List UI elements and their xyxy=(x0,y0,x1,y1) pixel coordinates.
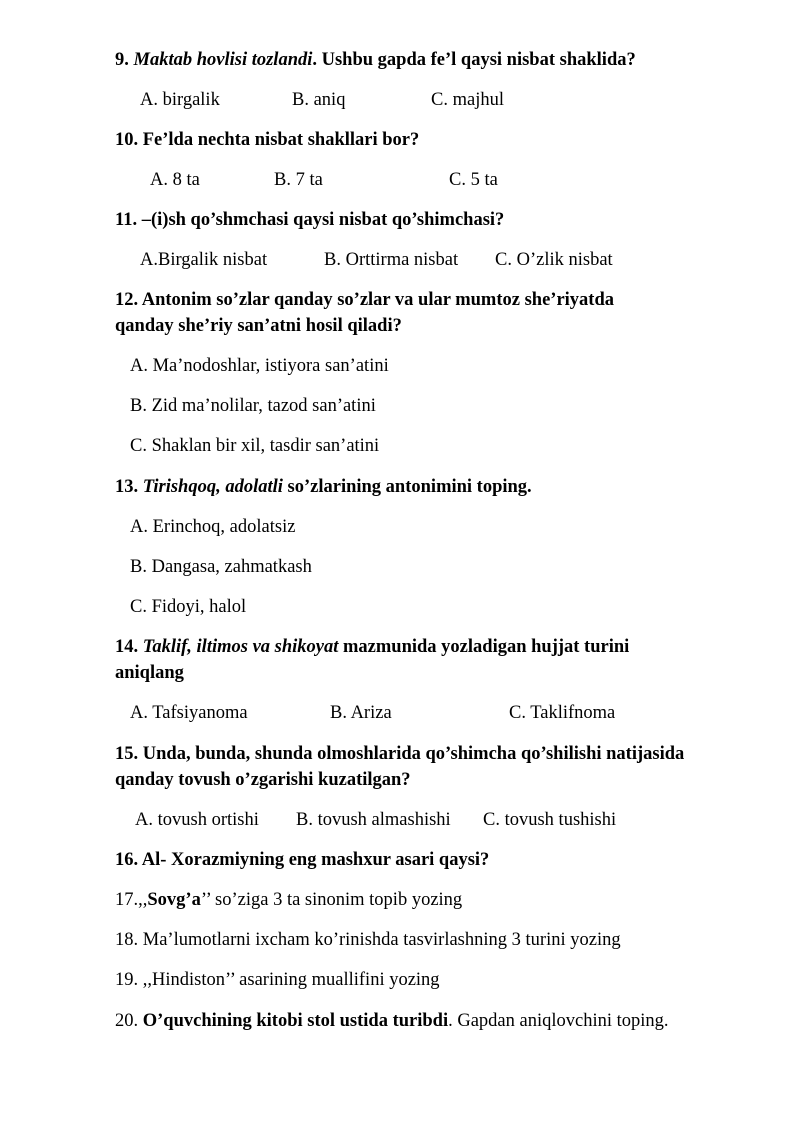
q13-option-c: C. Fidoyi, halol xyxy=(130,597,247,617)
question-9-text: . Ushbu gapda fe’l qaysi nisbat shaklida? xyxy=(312,50,636,70)
q10-option-b: B. 7 ta xyxy=(274,170,323,190)
question-12-line-2: qanday she’riy san’atni hosil qiladi? xyxy=(115,316,402,336)
question-14-number: 14. xyxy=(115,637,143,657)
question-9 xyxy=(115,48,750,72)
q10-option-c: C. 5 ta xyxy=(449,170,498,190)
q13-option-b: B. Dangasa, zahmatkash xyxy=(130,557,312,577)
question-13 xyxy=(115,475,750,499)
question-20-number: 20. xyxy=(115,1011,143,1031)
question-18: 18. Ma’lumotlarni ixcham ko’rinishda tasvirlashning 3 turini yozing xyxy=(115,930,621,950)
q15-option-b: B. tovush almashishi xyxy=(296,810,451,830)
question-17-text: ’’ so’ziga 3 ta sinonim topib yozing xyxy=(200,890,463,910)
q9-option-b: B. aniq xyxy=(292,90,346,110)
q12-option-b: B. Zid ma’nolilar, tazod san’atini xyxy=(130,396,376,416)
question-12-line-1: 12. Antonim so’zlar qanday so’zlar va ular mumtoz she’riyatda xyxy=(115,290,614,310)
q15-option-c: C. tovush tushishi xyxy=(483,810,617,830)
question-17 xyxy=(115,888,750,912)
q9-option-c: C. majhul xyxy=(431,90,504,110)
q14-option-a: A. Tafsiyanoma xyxy=(130,703,248,723)
question-17-number: 17.,, xyxy=(115,890,148,910)
question-11: 11. –(i)sh qo’shmchasi qaysi nisbat qo’shimchasi? xyxy=(115,210,505,230)
question-20-bold: O’quvchining kitobi stol ustida turibdi xyxy=(142,1011,449,1031)
question-14-italic: Taklif, iltimos va shikoyat xyxy=(142,637,339,657)
question-15-line-1: 15. Unda, bunda, shunda olmoshlarida qo’shimcha qo’shilishi natijasida xyxy=(115,744,685,764)
question-14-line-1 xyxy=(115,635,750,659)
question-10: 10. Fe’lda nechta nisbat shakllari bor? xyxy=(115,130,420,150)
question-15-line-2: qanday tovush o’zgarishi kuzatilgan? xyxy=(115,770,411,790)
q11-option-a: A.Birgalik nisbat xyxy=(140,250,268,270)
q13-option-a: A. Erinchoq, adolatsiz xyxy=(130,517,296,537)
question-13-number: 13. xyxy=(115,477,143,497)
question-14-line-2: aniqlang xyxy=(115,663,184,683)
question-9-italic: Maktab hovlisi tozlandi xyxy=(133,50,313,70)
q11-option-c: C. O’zlik nisbat xyxy=(495,250,613,270)
question-14-text: mazmunida yozladigan hujjat turini xyxy=(338,637,630,657)
q14-option-b: B. Ariza xyxy=(330,703,392,723)
question-20 xyxy=(115,1009,750,1033)
q12-option-a: A. Ma’nodoshlar, istiyora san’atini xyxy=(130,356,389,376)
q10-option-a: A. 8 ta xyxy=(150,170,200,190)
q9-option-a: A. birgalik xyxy=(140,90,220,110)
q11-option-b: B. Orttirma nisbat xyxy=(324,250,459,270)
q12-option-c: C. Shaklan bir xil, tasdir san’atini xyxy=(130,436,380,456)
question-13-text: so’zlarining antonimini toping. xyxy=(282,477,532,497)
question-13-italic: Tirishqoq, adolatli xyxy=(142,477,283,497)
q14-option-c: C. Taklifnoma xyxy=(509,703,616,723)
question-19: 19. ,,Hindiston’’ asarining muallifini yozing xyxy=(115,970,440,990)
q15-option-a: A. tovush ortishi xyxy=(135,810,259,830)
question-9-number: 9. xyxy=(115,50,129,70)
question-16: 16. Al- Xorazmiyning eng mashxur asari qaysi? xyxy=(115,850,490,870)
question-20-text: . Gapdan aniqlovchini toping. xyxy=(448,1011,669,1031)
question-17-bold: Sovg’a xyxy=(147,890,201,910)
